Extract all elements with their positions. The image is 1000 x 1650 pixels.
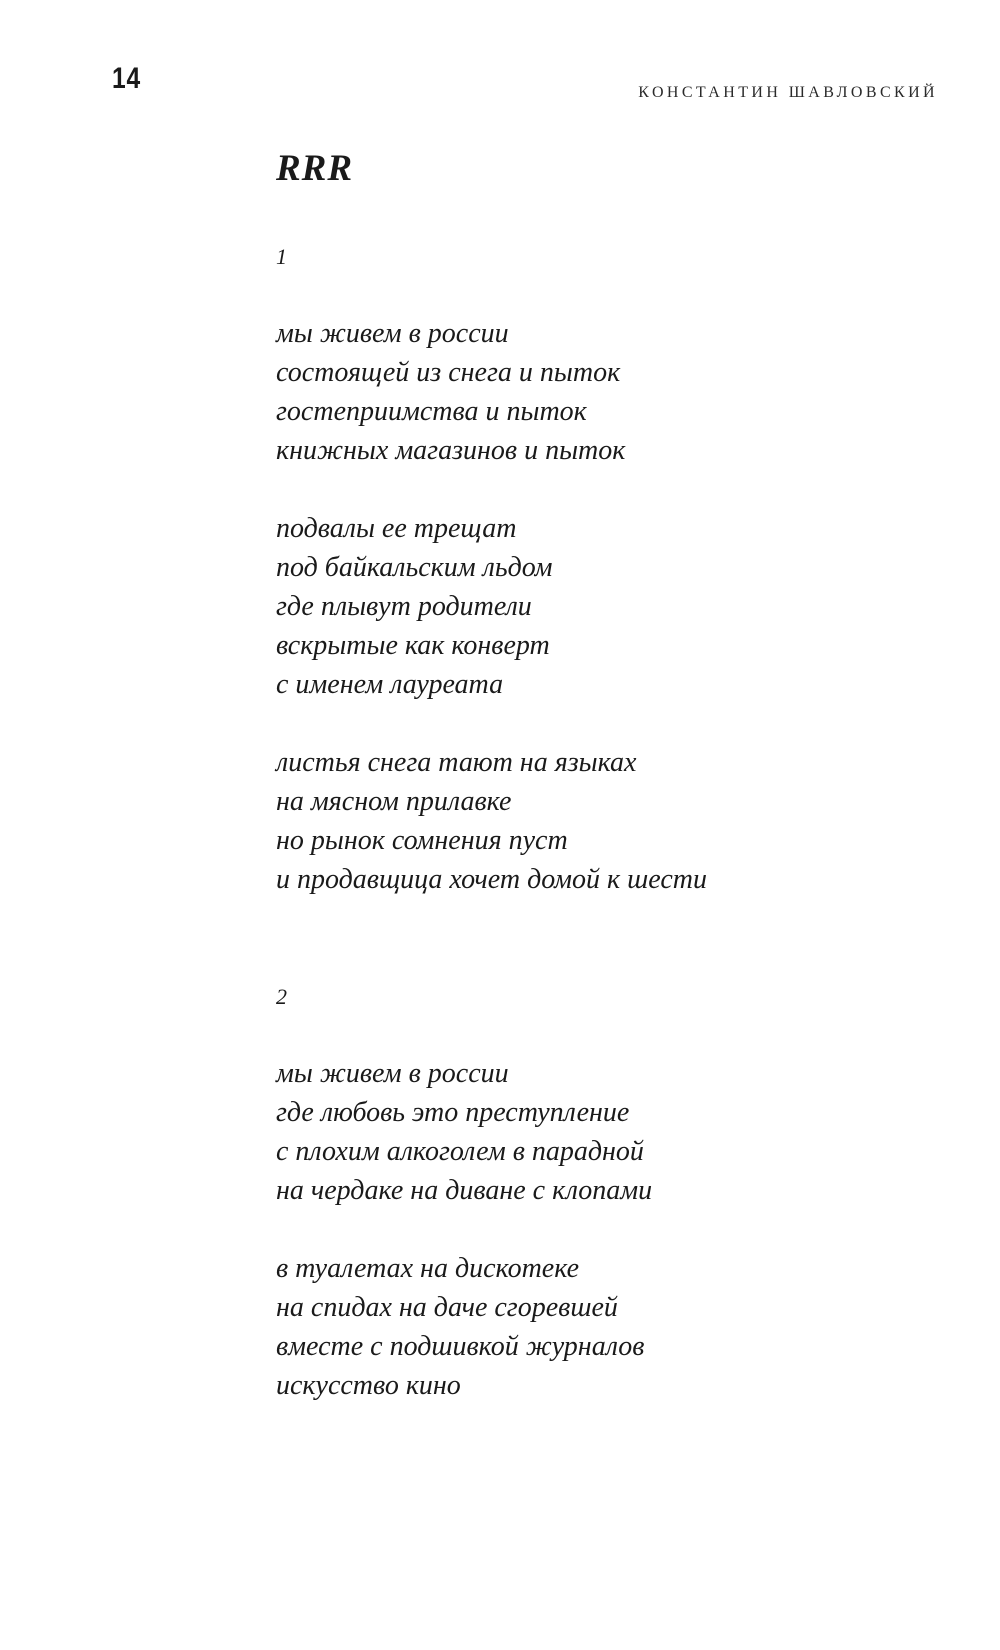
poem-line: состоящей из снега и пыток <box>276 357 621 388</box>
poem-line: с именем лауреата <box>276 669 504 700</box>
poem-line: в туалетах на дискотеке <box>276 1253 580 1284</box>
poem-title: RRR <box>276 148 354 189</box>
section-number: 2 <box>276 984 287 1009</box>
poem-line: на спидах на даче сгоревшей <box>276 1292 618 1323</box>
stanza-3 <box>276 743 916 899</box>
poem-line: под байкальским льдом <box>276 552 553 583</box>
poem-line: на чердаке на диване с клопами <box>276 1175 653 1206</box>
poem-line: где плывут родители <box>276 591 532 622</box>
poem-line: где любовь это преступление <box>276 1097 630 1128</box>
poem-line: вскрытые как конверт <box>276 630 550 661</box>
running-head-author: КОНСТАНТИН ШАВЛОВСКИЙ <box>638 84 938 101</box>
poem-line: вместе с подшивкой журналов <box>276 1331 645 1362</box>
poem-line: мы живем в россии <box>276 318 509 349</box>
stanza-1 <box>276 1054 916 1210</box>
page-number: 14 <box>112 62 142 95</box>
poem-line: мы живем в россии <box>276 1058 509 1089</box>
section-number: 1 <box>276 244 287 269</box>
poem-line: но рынок сомнения пуст <box>276 825 568 856</box>
poem-line: на мясном прилавке <box>276 786 512 817</box>
poem-line: искусство кино <box>276 1370 461 1401</box>
poem-section-2 <box>276 978 916 1444</box>
poem-line: книжных магазинов и пыток <box>276 435 626 466</box>
poem-line: листья снега тают на языках <box>276 747 637 778</box>
stanza-2 <box>276 1249 916 1405</box>
poem-line: с плохим алкоголем в парадной <box>276 1136 644 1167</box>
stanza-2 <box>276 509 916 704</box>
poem-line: и продавщица хочет домой к шести <box>276 864 707 895</box>
poem-line: подвалы ее трещат <box>276 513 517 544</box>
poem-section-1 <box>276 238 916 938</box>
poem-line: гостеприимства и пыток <box>276 396 587 427</box>
stanza-1 <box>276 314 916 470</box>
